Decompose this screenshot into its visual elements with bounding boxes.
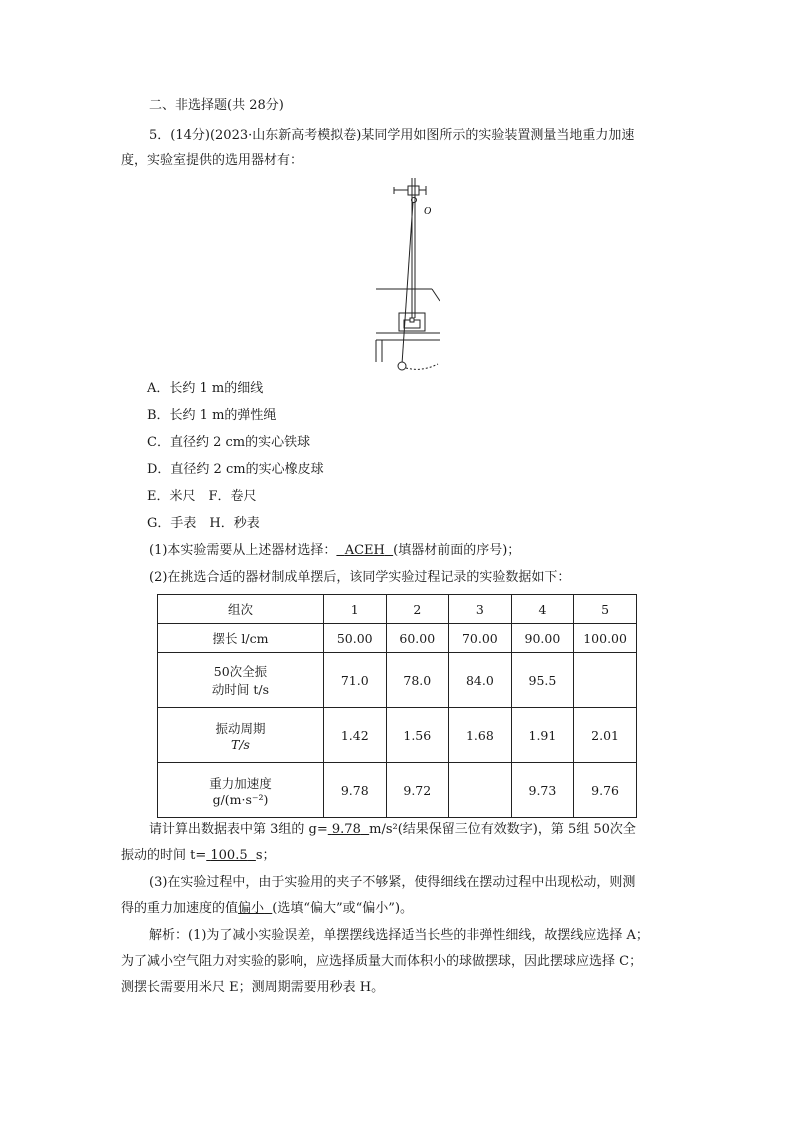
table-cell: 70.00	[449, 624, 512, 653]
part2-calc-answer: 9.78	[331, 822, 361, 837]
part1-suffix: (填器材前面的序号)；	[393, 543, 521, 558]
analysis-line3: 测摆长需要用米尺 E；测周期需要用秒表 H。	[121, 980, 385, 995]
table-header-row	[158, 595, 637, 624]
table-cell: 78.0	[386, 653, 449, 708]
part2-time-answer: 100.5	[210, 848, 248, 863]
part2-calc-suffix: m/s²(结果保留三位有效数字)，第 5组 50次全	[369, 822, 636, 837]
pendulum-apparatus-figure	[370, 176, 440, 372]
table-cell: 95.5	[511, 653, 574, 708]
part2-time-suffix: s；	[255, 848, 276, 863]
option-ef: E．米尺 F．卷尺	[147, 489, 257, 504]
question-text-line2: 度，实验室提供的选用器材有：	[121, 153, 304, 168]
pivot-label-o: O	[424, 206, 432, 217]
part1-text	[149, 541, 520, 561]
part3-line1: (3)在实验过程中，由于实验用的夹子不够紧，使得细线在摆动过程中出现松动，则测	[149, 875, 636, 890]
table-cell	[449, 763, 512, 818]
table-cell: 3	[449, 595, 512, 624]
table-cell: 重力加速度 g/(m·s⁻²)	[158, 763, 324, 818]
table-cell: 振动周期 T/s	[158, 708, 324, 763]
part2-intro: (2)在挑选合适的器材制成单摆后，该同学实验过程记录的实验数据如下：	[149, 570, 571, 585]
table-cell: 1.68	[449, 708, 512, 763]
part2-time-line	[121, 846, 276, 866]
table-cell: 90.00	[511, 624, 574, 653]
section-heading: 二、非选择题(共 28分)	[149, 98, 284, 113]
question-text-line1: 5．(14分)(2023·山东新高考模拟卷)某同学用如图所示的实验装置测量当地重力加速	[149, 128, 635, 143]
table-cell: 1	[323, 595, 386, 624]
table-cell: 2	[386, 595, 449, 624]
part2-calc-prompt: 请计算出数据表中第 3组的 g=	[149, 822, 328, 837]
table-cell: 9.73	[511, 763, 574, 818]
part3-prompt: 得的重力加速度的值	[121, 901, 239, 916]
table-cell: 9.76	[574, 763, 637, 818]
table-cell: 71.0	[323, 653, 386, 708]
table-cell: 5	[574, 595, 637, 624]
table-cell: 4	[511, 595, 574, 624]
table-cell: 9.72	[386, 763, 449, 818]
part1-prompt: (1)本实验需要从上述器材选择：	[149, 543, 337, 558]
table-cell: 100.00	[574, 624, 637, 653]
part2-calc-line	[149, 820, 636, 840]
part2-time-prompt: 振动的时间 t=	[121, 848, 207, 863]
option-d: D．直径约 2 cm的实心橡皮球	[147, 462, 324, 477]
table-cell: 50.00	[323, 624, 386, 653]
table-cell: 60.00	[386, 624, 449, 653]
data-table	[157, 594, 637, 818]
table-cell: 组次	[158, 595, 324, 624]
option-c: C．直径约 2 cm的实心铁球	[147, 435, 311, 450]
option-b: B．长约 1 m的弹性绳	[147, 408, 277, 423]
option-gh: G．手表 H．秒表	[147, 516, 260, 531]
part3-suffix: (选填“偏大”或“偏小”)。	[272, 901, 414, 916]
table-row-gravity	[158, 763, 637, 818]
table-cell: 9.78	[323, 763, 386, 818]
table-row-length	[158, 624, 637, 653]
table-cell: 1.42	[323, 708, 386, 763]
part1-answer: ACEH	[344, 543, 385, 558]
table-row-period	[158, 708, 637, 763]
part3-line2	[121, 899, 413, 919]
table-cell: 50次全振 动时间 t/s	[158, 653, 324, 708]
option-a: A．长约 1 m的细线	[147, 381, 264, 396]
part3-answer: 偏小	[238, 901, 265, 916]
analysis-line2: 为了减小空气阻力对实验的影响，应选择质量大而体积小的球做摆球，因此摆球应选择 C；	[121, 954, 643, 969]
table-cell: 1.56	[386, 708, 449, 763]
table-cell: 84.0	[449, 653, 512, 708]
analysis-line1: 解析：(1)为了减小实验误差，单摆摆线选择适当长些的非弹性细线，故摆线应选择 A；	[149, 928, 649, 943]
table-row-time	[158, 653, 637, 708]
table-cell: 1.91	[511, 708, 574, 763]
table-cell: 摆长 l/cm	[158, 624, 324, 653]
table-cell	[574, 653, 637, 708]
table-cell: 2.01	[574, 708, 637, 763]
